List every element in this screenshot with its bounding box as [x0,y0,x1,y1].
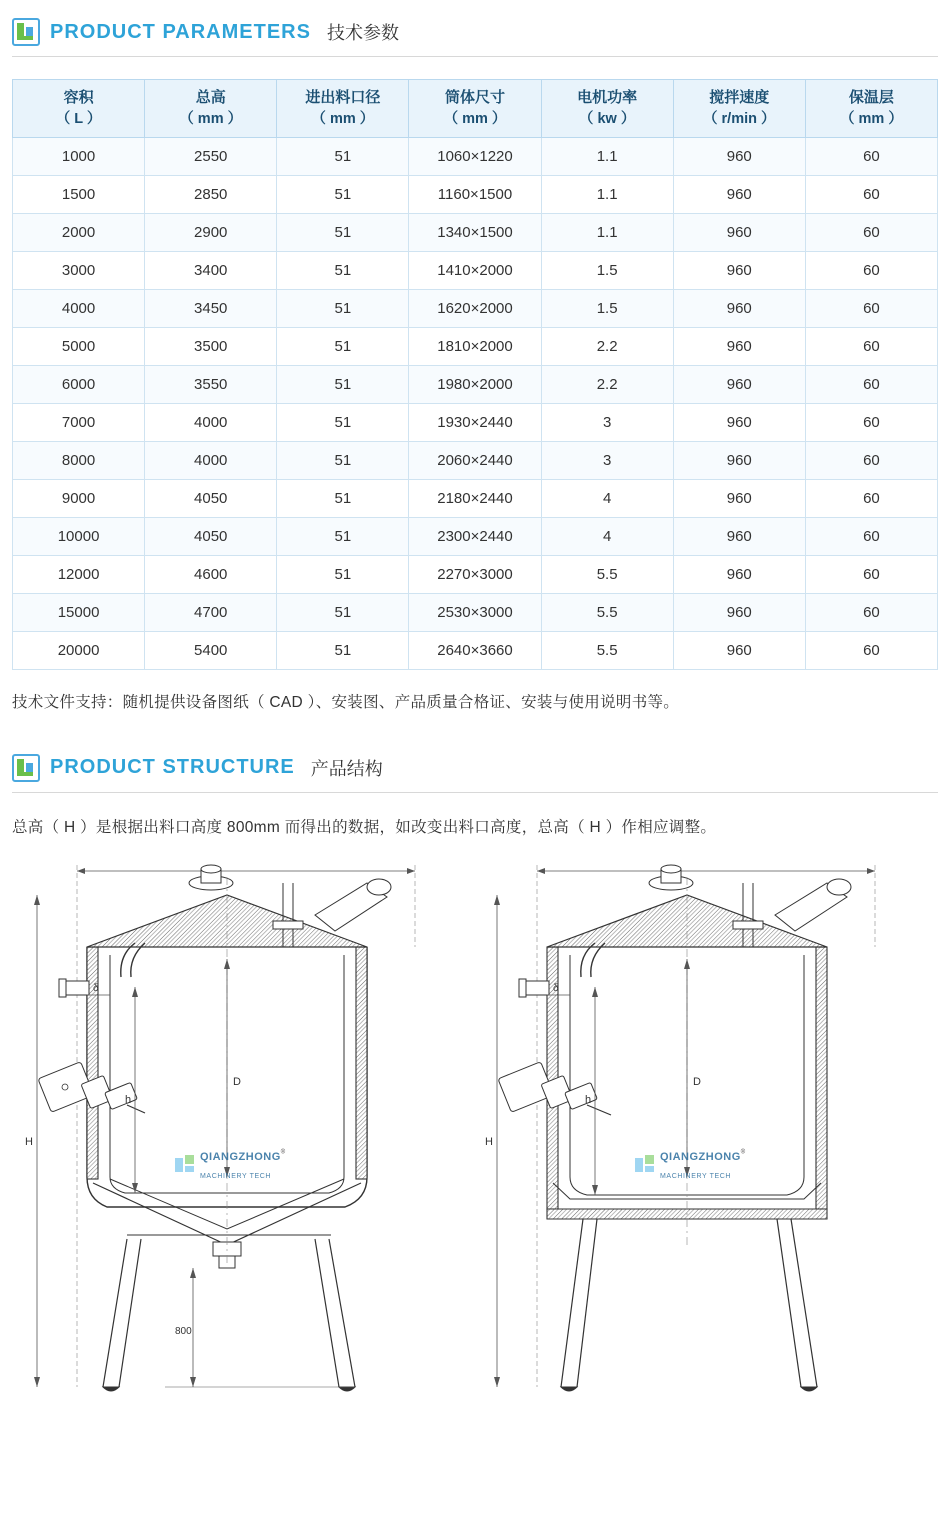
column-header-barrel-size [409,80,541,138]
cell-stir-speed: 960 [673,175,805,213]
table-row [13,631,938,669]
cell-motor-power: 5.5 [541,555,673,593]
cell-stir-speed: 960 [673,479,805,517]
section-title-cn: 产品结构 [310,758,383,779]
cell-total-height: 5400 [145,631,277,669]
cell-port-diameter: 51 [277,631,409,669]
cell-insulation: 60 [805,593,937,631]
cell-motor-power: 2.2 [541,365,673,403]
column-header-unit: （ r/min ） [703,110,776,127]
cell-volume: 8000 [13,441,145,479]
cell-barrel-size: 1410×2000 [409,251,541,289]
watermark: QIANGZHONG® MACHINERY TECH [175,1147,285,1183]
column-header-unit: （ L ） [55,110,102,127]
cell-motor-power: 1.5 [541,289,673,327]
cell-motor-power: 3 [541,441,673,479]
cell-insulation: 60 [805,631,937,669]
label-diameter: D [693,1075,701,1088]
cell-volume: 9000 [13,479,145,517]
cell-total-height: 4050 [145,517,277,555]
cell-port-diameter: 51 [277,289,409,327]
cell-barrel-size: 1160×1500 [409,175,541,213]
section-header-parameters [0,18,950,46]
tank-drawing-svg-2 [475,847,935,1407]
section-header-structure [0,754,950,782]
cell-volume: 4000 [13,289,145,327]
label-inner-height: h [585,1093,592,1106]
logo-icon [12,18,40,46]
cell-port-diameter: 51 [277,365,409,403]
cell-stir-speed: 960 [673,555,805,593]
watermark-brand: QIANGZHONG [660,1150,741,1163]
watermark-sub: MACHINERY TECH [200,1172,272,1180]
column-header-unit: （ kw ） [578,110,636,127]
cell-total-height: 2900 [145,213,277,251]
cell-total-height: 4000 [145,403,277,441]
column-header-label: 保温层 [848,89,894,106]
cell-port-diameter: 51 [277,251,409,289]
cell-motor-power: 2.2 [541,327,673,365]
cell-stir-speed: 960 [673,289,805,327]
cell-barrel-size: 1620×2000 [409,289,541,327]
parameters-table-wrapper [0,79,950,670]
cell-stir-speed: 960 [673,327,805,365]
cell-insulation: 60 [805,517,937,555]
label-diameter: D [233,1075,241,1088]
cell-motor-power: 1.1 [541,175,673,213]
cell-motor-power: 5.5 [541,593,673,631]
table-row [13,593,938,631]
logo-icon [12,754,40,782]
cell-barrel-size: 2180×2440 [409,479,541,517]
cell-insulation: 60 [805,479,937,517]
cell-total-height: 4050 [145,479,277,517]
label-inner-height: h [125,1093,132,1106]
table-row [13,175,938,213]
cell-volume: 7000 [13,403,145,441]
cell-volume: 2000 [13,213,145,251]
cell-volume: 12000 [13,555,145,593]
table-row [13,441,938,479]
cell-port-diameter: 51 [277,137,409,175]
cell-port-diameter: 51 [277,441,409,479]
cell-volume: 3000 [13,251,145,289]
column-header-label: 搅拌速度 [709,89,770,106]
watermark-sub: MACHINERY TECH [660,1172,732,1180]
table-row [13,213,938,251]
cell-insulation: 60 [805,403,937,441]
parameters-table [12,79,938,670]
label-outlet-height: 800 [175,1325,192,1337]
cell-insulation: 60 [805,289,937,327]
table-body [13,137,938,669]
cell-stir-speed: 960 [673,631,805,669]
table-row [13,137,938,175]
cell-insulation: 60 [805,213,937,251]
cell-port-diameter: 51 [277,479,409,517]
column-header-label: 容积 [63,89,94,106]
column-header-unit: （ mm ） [443,110,507,127]
table-row [13,289,938,327]
section-title-en: PRODUCT STRUCTURE [50,756,295,779]
cell-port-diameter: 51 [277,403,409,441]
cell-total-height: 3500 [145,327,277,365]
cell-stir-speed: 960 [673,365,805,403]
cell-motor-power: 4 [541,517,673,555]
cell-port-diameter: 51 [277,327,409,365]
label-total-height: H [25,1135,33,1148]
cell-port-diameter: 51 [277,175,409,213]
column-header-port-diameter [277,80,409,138]
cell-insulation: 60 [805,441,937,479]
cell-volume: 5000 [13,327,145,365]
cell-total-height: 2550 [145,137,277,175]
cell-stir-speed: 960 [673,593,805,631]
watermark-logo-icon [635,1155,655,1175]
cell-barrel-size: 2640×3660 [409,631,541,669]
cell-total-height: 2850 [145,175,277,213]
table-row [13,403,938,441]
table-row [13,517,938,555]
column-header-label: 电机功率 [577,89,638,106]
cell-motor-power: 5.5 [541,631,673,669]
cell-volume: 20000 [13,631,145,669]
table-row [13,479,938,517]
tank-drawing-svg [15,847,475,1407]
technical-drawings [0,847,950,1412]
divider [12,792,938,793]
divider [12,56,938,57]
cell-barrel-size: 1930×2440 [409,403,541,441]
watermark-brand: QIANGZHONG [200,1150,281,1163]
cell-stir-speed: 960 [673,137,805,175]
table-row [13,327,938,365]
cell-barrel-size: 1340×1500 [409,213,541,251]
column-header-volume [13,80,145,138]
cell-barrel-size: 2270×3000 [409,555,541,593]
column-header-unit: （ mm ） [179,110,243,127]
cell-barrel-size: 2300×2440 [409,517,541,555]
cell-total-height: 3450 [145,289,277,327]
cell-total-height: 4600 [145,555,277,593]
column-header-label: 总高 [195,89,226,106]
structure-note: 总高（ H ）是根据出料口高度 800mm 而得出的数据，如改变出料口高度，总高（ H ）作相应调整。 [12,818,717,836]
cell-stir-speed: 960 [673,403,805,441]
column-header-label: 进出料口径 [305,89,381,106]
cell-total-height: 3550 [145,365,277,403]
cell-insulation: 60 [805,555,937,593]
cell-barrel-size: 2060×2440 [409,441,541,479]
drawing-conical-bottom-tank [15,847,475,1412]
drawing-flat-bottom-tank [475,847,935,1412]
cell-stir-speed: 960 [673,441,805,479]
cell-barrel-size: 1060×1220 [409,137,541,175]
cell-volume: 10000 [13,517,145,555]
cell-barrel-size: 1980×2000 [409,365,541,403]
column-header-unit: （ mm ） [840,110,903,127]
section-title-en: PRODUCT PARAMETERS [50,20,311,43]
label-thickness: δ [93,982,99,994]
cell-motor-power: 1.5 [541,251,673,289]
column-header-insulation [805,80,937,138]
cell-motor-power: 1.1 [541,213,673,251]
cell-insulation: 60 [805,175,937,213]
cell-stir-speed: 960 [673,517,805,555]
cell-port-diameter: 51 [277,517,409,555]
cell-insulation: 60 [805,137,937,175]
cell-barrel-size: 1810×2000 [409,327,541,365]
cell-barrel-size: 2530×3000 [409,593,541,631]
cell-volume: 1500 [13,175,145,213]
table-header-row [13,80,938,138]
cell-insulation: 60 [805,251,937,289]
cell-port-diameter: 51 [277,213,409,251]
cell-port-diameter: 51 [277,593,409,631]
cell-port-diameter: 51 [277,555,409,593]
column-header-motor-power [541,80,673,138]
cell-total-height: 3400 [145,251,277,289]
cell-stir-speed: 960 [673,251,805,289]
label-thickness: δ [553,982,559,994]
label-total-height: H [485,1135,493,1148]
cell-stir-speed: 960 [673,213,805,251]
watermark: QIANGZHONG® MACHINERY TECH [635,1147,745,1183]
cell-motor-power: 4 [541,479,673,517]
cell-insulation: 60 [805,327,937,365]
cell-total-height: 4700 [145,593,277,631]
cell-volume: 1000 [13,137,145,175]
column-header-total-height [145,80,277,138]
column-header-unit: （ mm ） [311,110,375,127]
cell-motor-power: 1.1 [541,137,673,175]
cell-volume: 15000 [13,593,145,631]
cell-insulation: 60 [805,365,937,403]
table-row [13,365,938,403]
column-header-stir-speed [673,80,805,138]
cell-motor-power: 3 [541,403,673,441]
tech-files-note: 技术文件支持：随机提供设备图纸（ CAD ）、安装图、产品质量合格证、安装与使用说明书等。 [12,693,680,711]
section-title-cn: 技术参数 [326,23,399,43]
table-row [13,555,938,593]
table-row [13,251,938,289]
cell-volume: 6000 [13,365,145,403]
column-header-label: 筒体尺寸 [444,89,505,106]
watermark-logo-icon [175,1155,195,1175]
cell-total-height: 4000 [145,441,277,479]
